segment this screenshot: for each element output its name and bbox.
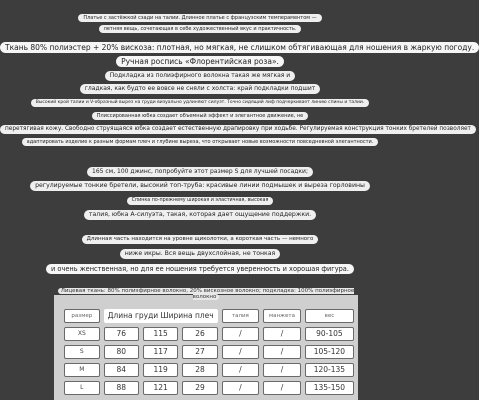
desc-line: гладкая, как будто ее вовсе не сняли с холста: край подкладки подшит [0,84,400,94]
length-cell: 115 [143,327,178,341]
table-row [64,381,354,395]
desc-line: Спинка по-прежнему широкая и эластичная, высокая [0,197,400,205]
size-cell: S [64,345,100,359]
header-weight: вес [305,309,354,323]
weight-cell: 120-135 [305,363,354,377]
chest-cell: 88 [104,381,139,395]
desc-line: Длинная часть находится на уровне щиколотки, а короткая часть — немного [0,235,400,244]
desc-line: талия, юбка А-силуэта, такая, которая дает ощущение поддержки. [0,210,400,220]
length-cell: 121 [143,381,178,395]
table-header-row [64,309,354,323]
desc-line: Высокий крой талии и V-образный вырез на груди визуально удлиняют силуэт. Точно сидящий лиф подчеркивает линию спины и талии. [0,99,400,107]
waist-cell: / [222,363,259,377]
sleeve-cell: / [263,327,301,341]
sleeve-cell: / [263,345,301,359]
size-cell: XS [64,327,100,341]
desc-line: ниже икры. Вся вещь двухслойная, не тонкая [0,249,400,259]
waist-cell: / [222,345,259,359]
length-cell: 119 [143,363,178,377]
weight-cell: 90-105 [305,327,354,341]
desc-line: Ручная роспись «Флорентийская роза». [0,56,400,67]
sleeve-cell: / [263,381,301,395]
weight-cell: 105-120 [305,345,354,359]
chest-cell: 84 [104,363,139,377]
desc-line: Плиссированная юбка создает объемный эффект и элегантное движение, не [0,112,400,120]
weight-cell: 135-150 [305,381,354,395]
size-cell: M [64,363,100,377]
desc-line: летняя вещь, сочетающая в себе художественный вкус и практичность. [0,25,400,33]
table-row [64,345,354,359]
shoulder-cell: 27 [182,345,217,359]
shoulder-cell: 28 [182,363,217,377]
waist-cell: / [222,327,259,341]
shoulder-cell: 26 [182,327,217,341]
desc-line: Подкладка из полиэфирного волокна такая же мягкая и [0,71,400,81]
desc-line: перетягивая кожу. Свободно струящаяся юбка создает естественную драпировку при ходьбе. Регулируемая конструкция тонких бретелей позволяет [0,125,400,134]
size-chart-caption: Лицевая ткань: 80% полиэфирное волокно, 20% вискозное волокно; подкладка: 100% полиэфирное волокно [54,288,358,300]
desc-line: регулируемые тонкие бретели, высокий топ-труба: красивые линии подмышек и выреза горловины [0,181,400,191]
header-waist: талия [222,309,259,323]
table-row [64,327,354,341]
header-chest-shoulder: Длина груди Ширина плеч [104,309,218,323]
table-row [64,363,354,377]
length-cell: 117 [143,345,178,359]
size-chart [54,288,358,400]
chest-cell: 76 [104,327,139,341]
size-table [60,305,358,399]
desc-line: Ткань 80% полиэстер + 20% вискоза: плотная, но мягкая, не слишком обтягивающая для ношения в жаркую погоду. [0,42,400,53]
desc-line: Платье с застёжкой сзади на талии. Длинное платье с французским темпераментом — [0,14,400,22]
size-cell: L [64,381,100,395]
shoulder-cell: 29 [182,381,217,395]
header-sleeve: манжета [263,309,301,323]
waist-cell: / [222,381,259,395]
desc-line: адаптировать изделие к разным формам плеч и глубине выреза, что открывает новые возможности повседневной элегантности. [0,138,400,146]
chest-cell: 80 [104,345,139,359]
sleeve-cell: / [263,363,301,377]
desc-line: 165 см, 100 джинс, попробуйте этот размер S для лучшей посадки; [0,167,400,177]
desc-line: и очень женственная, но для ее ношения требуется уверенность и хорошая фигура. [0,264,400,274]
header-size: размер [64,309,100,323]
